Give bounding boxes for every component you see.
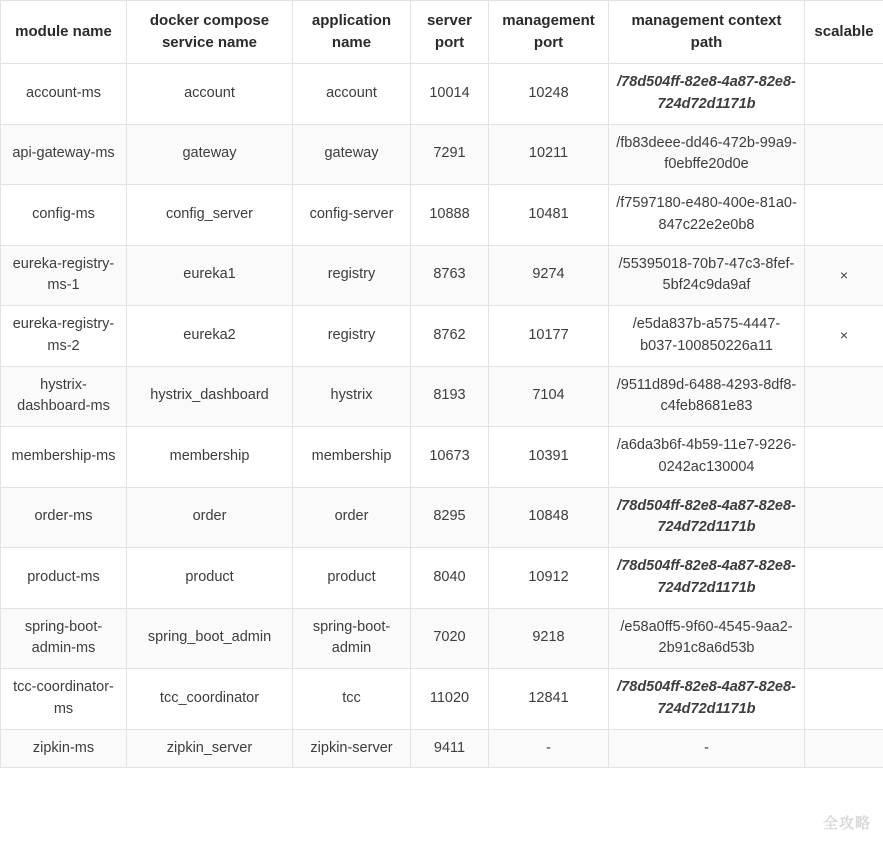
cell-management-context-path: -: [609, 729, 805, 768]
cell-scalable: [805, 124, 883, 185]
cell-management-port: -: [489, 729, 609, 768]
cell-server-port: 10673: [411, 427, 489, 488]
cell-module-name: eureka-registry-ms-1: [1, 245, 127, 306]
cell-scalable: [805, 366, 883, 427]
cell-management-port: 10248: [489, 64, 609, 125]
table-row: [1, 64, 883, 125]
cell-management-context-path: /55395018-70b7-47c3-8fef-5bf24c9da9af: [609, 245, 805, 306]
cell-management-context-path: /e58a0ff5-9f60-4545-9aa2-2b91c8a6d53b: [609, 608, 805, 669]
cell-application-name: product: [293, 548, 411, 609]
cell-scalable: [805, 548, 883, 609]
table-row: [1, 185, 883, 246]
cell-docker-compose-service-name: product: [127, 548, 293, 609]
cell-scalable: ×: [805, 245, 883, 306]
cell-management-port: 9274: [489, 245, 609, 306]
cell-docker-compose-service-name: eureka1: [127, 245, 293, 306]
cell-application-name: registry: [293, 306, 411, 367]
cell-module-name: api-gateway-ms: [1, 124, 127, 185]
cell-server-port: 8193: [411, 366, 489, 427]
column-header-module-name: module name: [1, 1, 127, 64]
cell-docker-compose-service-name: hystrix_dashboard: [127, 366, 293, 427]
table-body: [1, 64, 883, 768]
cell-scalable: [805, 729, 883, 768]
cell-module-name: spring-boot-admin-ms: [1, 608, 127, 669]
cell-management-context-path: /fb83deee-dd46-472b-99a9-f0ebffe20d0e: [609, 124, 805, 185]
cell-module-name: config-ms: [1, 185, 127, 246]
cell-application-name: gateway: [293, 124, 411, 185]
cell-module-name: hystrix-dashboard-ms: [1, 366, 127, 427]
watermark: 全攻略: [822, 815, 871, 832]
table-row: [1, 427, 883, 488]
cell-server-port: 8295: [411, 487, 489, 548]
cell-module-name: product-ms: [1, 548, 127, 609]
cell-management-context-path: /78d504ff-82e8-4a87-82e8-724d72d1171b: [609, 548, 805, 609]
cell-management-context-path: /78d504ff-82e8-4a87-82e8-724d72d1171b: [609, 64, 805, 125]
cell-management-context-path: /9511d89d-6488-4293-8df8-c4feb8681e83: [609, 366, 805, 427]
cell-management-port: 10177: [489, 306, 609, 367]
cell-scalable: [805, 608, 883, 669]
cell-application-name: account: [293, 64, 411, 125]
table-row: [1, 729, 883, 768]
column-header-application-name: application name: [293, 1, 411, 64]
cell-docker-compose-service-name: account: [127, 64, 293, 125]
table-row: [1, 608, 883, 669]
table-row: [1, 366, 883, 427]
cell-server-port: 10014: [411, 64, 489, 125]
cell-management-port: 10391: [489, 427, 609, 488]
cell-server-port: 8040: [411, 548, 489, 609]
cell-module-name: tcc-coordinator-ms: [1, 669, 127, 730]
cell-docker-compose-service-name: membership: [127, 427, 293, 488]
cell-management-port: 10848: [489, 487, 609, 548]
cell-scalable: [805, 487, 883, 548]
cell-server-port: 8763: [411, 245, 489, 306]
cell-application-name: hystrix: [293, 366, 411, 427]
table-row: [1, 548, 883, 609]
cell-application-name: membership: [293, 427, 411, 488]
cell-management-port: 7104: [489, 366, 609, 427]
cell-docker-compose-service-name: eureka2: [127, 306, 293, 367]
column-header-scalable: scalable: [805, 1, 883, 64]
cell-server-port: 11020: [411, 669, 489, 730]
table-row: [1, 669, 883, 730]
cell-scalable: [805, 185, 883, 246]
cell-scalable: [805, 427, 883, 488]
cell-docker-compose-service-name: spring_boot_admin: [127, 608, 293, 669]
cell-server-port: 7020: [411, 608, 489, 669]
cell-application-name: zipkin-server: [293, 729, 411, 768]
cell-docker-compose-service-name: order: [127, 487, 293, 548]
cell-application-name: spring-boot-admin: [293, 608, 411, 669]
column-header-management-context-path: management context path: [609, 1, 805, 64]
cell-docker-compose-service-name: config_server: [127, 185, 293, 246]
cell-server-port: 9411: [411, 729, 489, 768]
cell-docker-compose-service-name: zipkin_server: [127, 729, 293, 768]
cell-scalable: ×: [805, 306, 883, 367]
table-header-row: [1, 1, 883, 64]
cell-module-name: account-ms: [1, 64, 127, 125]
cell-server-port: 10888: [411, 185, 489, 246]
cell-application-name: config-server: [293, 185, 411, 246]
table-row: [1, 124, 883, 185]
cell-management-port: 10211: [489, 124, 609, 185]
cell-management-context-path: /a6da3b6f-4b59-11e7-9226-0242ac130004: [609, 427, 805, 488]
cell-management-port: 10912: [489, 548, 609, 609]
table-row: [1, 245, 883, 306]
cell-module-name: zipkin-ms: [1, 729, 127, 768]
cell-management-context-path: /78d504ff-82e8-4a87-82e8-724d72d1171b: [609, 487, 805, 548]
table-row: [1, 487, 883, 548]
column-header-management-port: management port: [489, 1, 609, 64]
cell-application-name: registry: [293, 245, 411, 306]
cell-management-port: 9218: [489, 608, 609, 669]
column-header-docker-compose-service-name: docker compose service name: [127, 1, 293, 64]
table-header: [1, 1, 883, 64]
cell-module-name: eureka-registry-ms-2: [1, 306, 127, 367]
cell-management-port: 12841: [489, 669, 609, 730]
cell-scalable: [805, 669, 883, 730]
cell-module-name: order-ms: [1, 487, 127, 548]
table-row: [1, 306, 883, 367]
cell-scalable: [805, 64, 883, 125]
column-header-server-port: server port: [411, 1, 489, 64]
cell-management-context-path: /e5da837b-a575-4447-b037-100850226a11: [609, 306, 805, 367]
cell-management-port: 10481: [489, 185, 609, 246]
cell-management-context-path: /78d504ff-82e8-4a87-82e8-724d72d1171b: [609, 669, 805, 730]
cell-docker-compose-service-name: tcc_coordinator: [127, 669, 293, 730]
cell-module-name: membership-ms: [1, 427, 127, 488]
cell-management-context-path: /f7597180-e480-400e-81a0-847c22e2e0b8: [609, 185, 805, 246]
cell-docker-compose-service-name: gateway: [127, 124, 293, 185]
cell-application-name: order: [293, 487, 411, 548]
cell-application-name: tcc: [293, 669, 411, 730]
cell-server-port: 7291: [411, 124, 489, 185]
cell-server-port: 8762: [411, 306, 489, 367]
